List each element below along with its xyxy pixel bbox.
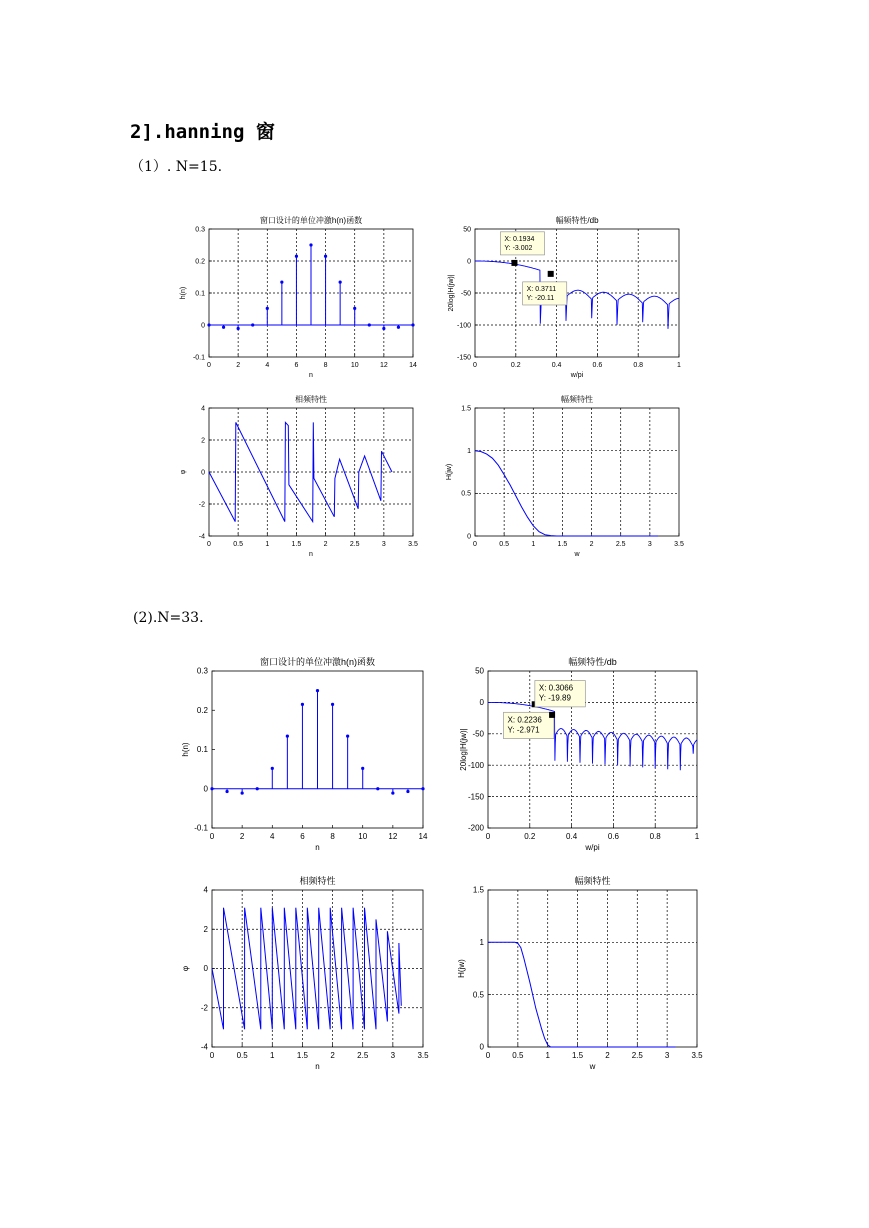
chart-8 — [457, 875, 703, 1071]
chart-1 — [180, 215, 417, 379]
chart-title: 幅频特性/db — [555, 216, 599, 225]
x-tick-label: 2.5 — [357, 1051, 369, 1060]
x-tick-label: 0 — [485, 1051, 491, 1060]
x-tick-label: 2.5 — [349, 541, 360, 548]
y-tick-label: 1 — [467, 448, 471, 455]
stem-marker — [251, 323, 254, 326]
stem-marker — [353, 307, 356, 310]
y-axis-label: 20log|H(jw)| — [448, 274, 455, 312]
x-tick-label: 2 — [330, 1051, 335, 1060]
stem-marker — [316, 689, 319, 692]
x-tick-label: 1.5 — [291, 541, 302, 548]
y-tick-label: 0 — [203, 784, 208, 794]
series-line — [475, 451, 658, 536]
chart-5 — [181, 656, 428, 852]
x-tick-label: 1.5 — [557, 541, 568, 548]
y-tick-label: 1.5 — [472, 885, 484, 895]
x-tick-label: 2 — [605, 1051, 610, 1060]
y-tick-label: 4 — [203, 885, 208, 895]
y-tick-label: -50 — [460, 290, 471, 298]
y-tick-label: -100 — [467, 760, 484, 770]
chart-title: 幅频特性 — [561, 395, 593, 404]
x-tick-label: 0 — [473, 362, 477, 369]
y-tick-label: 0.5 — [472, 990, 484, 1000]
datatip-marker — [548, 271, 554, 277]
datatip-y: Y: -3.002 — [504, 244, 533, 252]
y-tick-label: 0 — [467, 258, 471, 266]
x-axis-label: n — [309, 551, 313, 558]
datatip-marker — [511, 260, 517, 266]
y-tick-label: -0.1 — [192, 354, 205, 362]
stem-marker — [406, 790, 409, 793]
y-tick-label: 0.3 — [196, 666, 208, 676]
y-tick-label: -100 — [456, 322, 471, 330]
x-tick-label: 3 — [664, 1051, 670, 1060]
x-axis-label: n — [315, 1062, 320, 1071]
stem-marker — [361, 767, 364, 770]
y-tick-label: 2 — [203, 924, 208, 934]
y-tick-label: 0 — [201, 322, 205, 330]
x-tick-label: 1 — [265, 541, 270, 548]
x-tick-label: 2 — [236, 362, 241, 369]
chart-title: 相频特性 — [299, 876, 336, 886]
x-tick-label: 0.5 — [499, 541, 510, 548]
y-tick-label: 0.3 — [195, 226, 205, 234]
chart-title: 幅频特性/db — [568, 657, 617, 667]
x-tick-label: 0 — [207, 362, 211, 369]
y-tick-label: -2 — [198, 501, 205, 509]
x-axis-label: n — [309, 372, 313, 379]
part2-label: (2).N=33. — [133, 610, 204, 626]
stem-marker — [271, 767, 274, 770]
stem-marker — [339, 281, 342, 284]
y-tick-label: -0.1 — [194, 823, 208, 833]
series-line — [475, 261, 679, 329]
chart-title: 幅频特性 — [574, 876, 611, 886]
chart-title: 相频特性 — [295, 395, 327, 404]
datatip-x: X: 0.2236 — [507, 715, 542, 725]
x-tick-label: 1.5 — [296, 1051, 308, 1060]
y-tick-label: 0.5 — [461, 490, 471, 498]
y-axis-label: H(jw) — [457, 959, 466, 978]
stem-marker — [376, 787, 379, 790]
x-axis-label: w — [589, 1062, 596, 1071]
x-tick-label: 10 — [358, 832, 368, 841]
x-tick-label: 3 — [381, 541, 386, 548]
y-axis-label: H(jw) — [446, 463, 453, 481]
y-tick-label: -4 — [200, 1042, 208, 1052]
x-tick-label: 0.6 — [607, 832, 619, 841]
y-tick-label: 0 — [467, 533, 471, 541]
y-tick-label: 2 — [201, 437, 205, 445]
x-tick-label: 3.5 — [417, 1051, 429, 1060]
y-tick-label: -150 — [467, 792, 484, 802]
stem-marker — [256, 787, 259, 790]
y-tick-label: -4 — [198, 533, 205, 541]
stem-marker — [411, 323, 414, 326]
y-axis-label: φ — [181, 965, 190, 972]
x-axis-label: w/pi — [585, 843, 600, 852]
stem-marker — [421, 787, 424, 790]
stem-marker — [382, 327, 385, 330]
x-tick-label: 1 — [677, 362, 681, 369]
x-tick-label: 3.5 — [408, 541, 418, 548]
y-axis-label: h(n) — [181, 742, 190, 757]
stem-marker — [286, 735, 289, 738]
x-tick-label: 14 — [409, 362, 417, 369]
datatip-x: X: 0.1934 — [504, 235, 535, 243]
stem-marker — [237, 327, 240, 330]
x-tick-label: 4 — [265, 362, 270, 369]
y-tick-label: 0.1 — [196, 745, 208, 755]
x-tick-label: 2 — [589, 541, 594, 548]
chart-3 — [180, 394, 418, 558]
stem-marker — [309, 243, 312, 246]
stem-marker — [241, 791, 244, 794]
stem-marker — [391, 791, 394, 794]
x-tick-label: 10 — [350, 362, 359, 369]
stem-marker — [346, 735, 349, 738]
x-tick-label: 1 — [545, 1051, 550, 1060]
x-tick-label: 0.8 — [649, 832, 661, 841]
x-tick-label: 0.6 — [592, 362, 603, 369]
x-tick-label: 0.4 — [566, 832, 578, 841]
x-tick-label: 0.5 — [236, 1051, 248, 1060]
chart-4 — [446, 394, 684, 558]
y-tick-label: 50 — [463, 226, 471, 234]
stem-marker — [324, 255, 327, 258]
y-tick-label: 0 — [479, 1042, 484, 1052]
x-tick-label: 2 — [239, 832, 245, 841]
stem-marker — [368, 323, 371, 326]
y-tick-label: 50 — [475, 666, 484, 676]
stem-marker — [301, 703, 304, 706]
plot-frame — [488, 890, 697, 1047]
y-tick-label: 0 — [203, 964, 208, 974]
x-tick-label: 4 — [270, 832, 275, 841]
datatip-y: Y: -2.971 — [507, 725, 540, 735]
series-line — [209, 422, 392, 521]
x-tick-label: 6 — [300, 832, 305, 841]
y-tick-label: 1 — [479, 938, 484, 947]
y-tick-label: 0.2 — [195, 258, 205, 266]
section-heading: 2].hanning 窗 — [130, 121, 275, 143]
y-tick-label: -2 — [200, 1003, 208, 1013]
part1-label: （1）. N=15. — [130, 159, 223, 175]
y-tick-label: -200 — [467, 823, 484, 833]
datatip-marker — [549, 712, 555, 718]
chart-title: 窗口设计的单位冲激h(n)函数 — [259, 216, 363, 225]
chart-7 — [181, 875, 429, 1071]
datatip-x: X: 0.3711 — [526, 285, 557, 293]
stem-marker — [295, 255, 298, 258]
x-axis-label: w — [574, 551, 580, 558]
stem-marker — [207, 323, 210, 326]
x-tick-label: 0.5 — [233, 541, 244, 548]
x-tick-label: 2.5 — [615, 541, 626, 548]
x-tick-label: 0 — [209, 832, 215, 841]
x-tick-label: 0.5 — [512, 1051, 524, 1060]
chart-2 — [448, 215, 681, 379]
y-tick-label: 1.5 — [461, 405, 471, 413]
datatip-y: Y: -19.89 — [538, 693, 571, 703]
x-tick-label: 1 — [531, 541, 536, 548]
stem-marker — [210, 787, 213, 790]
datatip-y: Y: -20.11 — [526, 294, 555, 302]
x-tick-label: 14 — [418, 832, 428, 841]
x-tick-label: 0.4 — [551, 362, 562, 369]
x-tick-label: 3.5 — [691, 1051, 703, 1060]
y-tick-label: -150 — [456, 354, 471, 362]
x-tick-label: 0 — [473, 541, 477, 548]
chart-title: 窗口设计的单位冲激h(n)函数 — [259, 657, 376, 667]
y-axis-label: h(n) — [180, 286, 187, 300]
x-tick-label: 0.2 — [524, 832, 536, 841]
x-axis-label: n — [315, 843, 320, 852]
x-tick-label: 1.5 — [572, 1051, 584, 1060]
stem-marker — [397, 326, 400, 329]
stem-marker — [225, 790, 228, 793]
x-axis-label: w/pi — [570, 372, 584, 379]
stem-marker — [222, 326, 225, 329]
y-tick-label: 0 — [201, 469, 205, 477]
chart-6 — [459, 656, 700, 852]
y-tick-label: -50 — [472, 729, 484, 739]
stem-marker — [331, 703, 334, 706]
x-tick-label: 3 — [647, 541, 652, 548]
x-tick-label: 1 — [270, 1051, 275, 1060]
y-axis-label: φ — [180, 469, 187, 475]
y-tick-label: 0.2 — [196, 705, 208, 715]
x-tick-label: 3 — [390, 1051, 396, 1060]
y-tick-label: 0.1 — [195, 290, 205, 298]
x-tick-label: 0 — [485, 832, 491, 841]
x-tick-label: 12 — [388, 832, 398, 841]
x-tick-label: 0.8 — [633, 362, 644, 369]
datatip-x: X: 0.3066 — [538, 683, 574, 693]
x-tick-label: 8 — [323, 362, 328, 369]
x-tick-label: 0 — [207, 541, 211, 548]
x-tick-label: 12 — [379, 362, 388, 369]
x-tick-label: 2.5 — [631, 1051, 643, 1060]
x-tick-label: 0 — [209, 1051, 215, 1060]
y-tick-label: 0 — [479, 698, 484, 708]
x-tick-label: 6 — [294, 362, 299, 369]
stem-marker — [280, 281, 283, 284]
x-tick-label: 1 — [694, 832, 700, 841]
stem-marker — [266, 307, 269, 310]
plot-frame — [475, 408, 679, 536]
x-tick-label: 0.2 — [510, 362, 521, 369]
x-tick-label: 3.5 — [674, 541, 684, 548]
x-tick-label: 2 — [323, 541, 328, 548]
y-tick-label: 4 — [201, 405, 205, 413]
y-axis-label: 20log|H(jw)| — [459, 728, 468, 771]
x-tick-label: 8 — [330, 832, 335, 841]
